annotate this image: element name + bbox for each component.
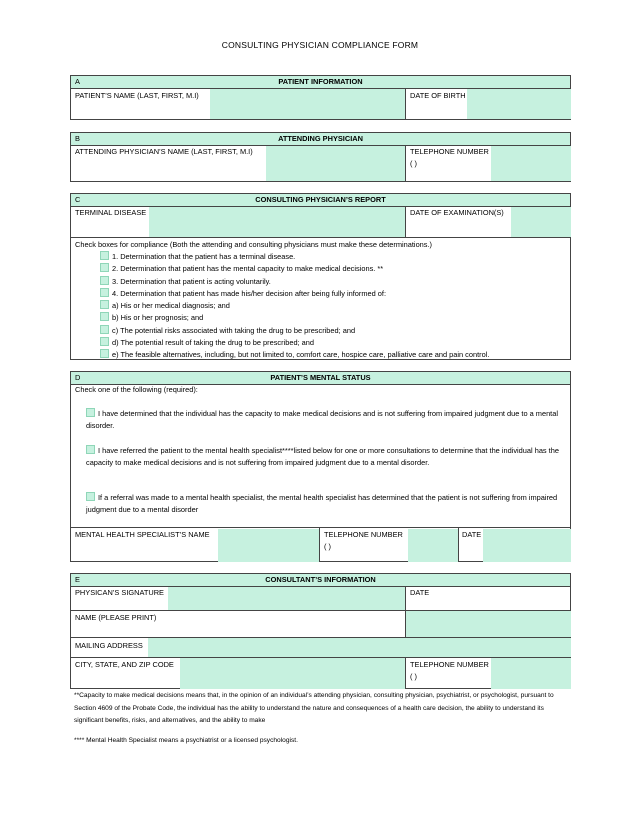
attending-phone-field[interactable] <box>491 146 571 181</box>
section-e-header <box>71 574 570 587</box>
capacity-footnote: **Capacity to make medical decisions means that, in the opinion of an individual’s attending physician, consulting physician, psychiatrist, or psychologist, pursuant to Section 4609 of the Probate Code, the individual has the ability to understand the nature and consequences of a health care decision, the ability to understand its significant benefits, risks, and alternatives, and the ability to make <box>74 692 554 724</box>
city-state-zip-field[interactable] <box>180 658 405 689</box>
section-letter: C <box>75 195 81 204</box>
specialist-phone-field[interactable] <box>408 529 458 562</box>
section-b-attending-physician <box>70 132 571 182</box>
patient-name-field[interactable] <box>210 89 405 119</box>
mental-status-option <box>86 492 566 516</box>
section-b-header <box>71 133 570 146</box>
checkbox[interactable] <box>100 312 109 321</box>
date-of-birth-label: DATE OF BIRTH <box>410 91 466 100</box>
divider <box>71 237 570 238</box>
checklist-item <box>100 288 570 300</box>
section-d-mental-status <box>70 371 571 562</box>
checklist-item <box>100 349 570 361</box>
mental-status-instructions: Check one of the following (required): <box>75 385 198 394</box>
compliance-instructions: Check boxes for compliance (Both the attending and consulting physicians must make these determinations.) <box>75 240 432 249</box>
mailing-address-field[interactable] <box>148 638 571 657</box>
section-a-patient-information <box>70 75 571 120</box>
checklist-item <box>100 337 570 349</box>
section-e-consultant-information <box>70 573 571 689</box>
checklist-item-label: 3. Determination that patient is acting voluntarily. <box>112 276 271 286</box>
consultant-phone-field[interactable] <box>491 658 571 689</box>
checkbox[interactable] <box>86 408 95 417</box>
mental-status-option <box>86 445 566 469</box>
checkbox[interactable] <box>86 492 95 501</box>
section-title: PATIENT’S MENTAL STATUS <box>270 373 371 382</box>
consultant-date-label: DATE <box>410 588 430 597</box>
patient-name-label: PATIENT’S NAME (LAST, FIRST, M.I) <box>75 91 199 100</box>
print-name-field[interactable] <box>406 611 571 637</box>
divider <box>405 206 406 238</box>
section-letter: A <box>75 77 80 86</box>
section-letter: B <box>75 134 80 143</box>
checkbox[interactable] <box>100 263 109 272</box>
checklist-item <box>100 263 570 275</box>
divider <box>405 657 406 689</box>
attending-name-label: ATTENDING PHYSICIAN’S NAME (LAST, FIRST, M.I) <box>75 147 253 156</box>
checkbox[interactable] <box>100 337 109 346</box>
option-label: I have referred the patient to the mental health specialist****listed below for one or more consultations to determine that the individual has the capacity to make medical decisions and is not suffering from impaired judgment due to a mental disorder. <box>86 446 559 467</box>
checklist-item <box>100 312 570 324</box>
checklist-item-label: 2. Determination that patient has the mental capacity to make medical decisions. ** <box>112 264 384 274</box>
section-letter: D <box>75 373 81 382</box>
checklist-item <box>100 325 570 337</box>
specialist-phone-format: ( ) <box>324 542 331 551</box>
exam-date-label: DATE OF EXAMINATION(S) <box>410 208 504 217</box>
terminal-disease-label: TERMINAL DISEASE <box>75 208 147 217</box>
checklist-item <box>100 251 570 263</box>
compliance-checklist <box>100 251 570 362</box>
mailing-address-label: MAILING ADDRESS <box>75 641 143 650</box>
specialist-date-field[interactable] <box>483 529 571 562</box>
specialist-date-label: DATE <box>462 530 482 539</box>
checklist-item-label: e) The feasible alternatives, including, but not limited to, comfort care, hospice care, palliative care and pain control. <box>112 350 490 360</box>
date-of-birth-field[interactable] <box>467 89 571 119</box>
divider <box>319 527 320 562</box>
checkbox[interactable] <box>100 276 109 285</box>
divider <box>405 88 406 120</box>
checklist-item-label: 1. Determination that the patient has a terminal disease. <box>112 252 296 261</box>
consultant-phone-label: TELEPHONE NUMBER <box>410 660 489 669</box>
section-letter: E <box>75 575 80 584</box>
section-title: CONSULTING PHYSICIAN’S REPORT <box>255 195 386 204</box>
section-title: PATIENT INFORMATION <box>278 77 363 86</box>
mental-status-option <box>86 408 566 432</box>
print-name-label: NAME (PLEASE PRINT) <box>75 613 157 622</box>
section-c-header <box>71 194 570 207</box>
checklist-item <box>100 300 570 312</box>
city-state-zip-label: CITY, STATE, AND ZIP CODE <box>75 660 174 669</box>
attending-phone-label: TELEPHONE NUMBER <box>410 147 489 156</box>
signature-field[interactable] <box>168 587 405 610</box>
consultant-phone-format: ( ) <box>410 672 417 681</box>
checkbox[interactable] <box>100 251 109 260</box>
signature-label: PHYSICAN’S SIGNATURE <box>75 588 164 597</box>
section-a-header <box>71 76 570 89</box>
option-label: If a referral was made to a mental health specialist, the mental health specialist has determined that the patient is not suffering from impaired judgment due to a mental disorder <box>86 493 558 514</box>
divider <box>71 527 570 528</box>
section-title: ATTENDING PHYSICIAN <box>278 134 363 143</box>
checklist-item-label: b) His or her prognosis; and <box>112 313 204 323</box>
checklist-item <box>100 276 570 288</box>
specialist-phone-label: TELEPHONE NUMBER <box>324 530 403 539</box>
checklist-item-label: d) The potential result of taking the drug to be prescribed; and <box>112 338 315 348</box>
divider <box>405 145 406 182</box>
checkbox[interactable] <box>86 445 95 454</box>
option-label: I have determined that the individual has the capacity to make medical decisions and is not suffering from impaired judgment due to a mental disorder. <box>86 409 558 430</box>
attending-phone-format: ( ) <box>410 159 417 168</box>
exam-date-field[interactable] <box>511 207 571 237</box>
specialist-footnote: **** Mental Health Specialist means a psychiatrist or a licensed psychologist. <box>74 737 298 744</box>
section-c-consulting-report <box>70 193 571 360</box>
checklist-item-label: c) The potential risks associated with taking the drug to be prescribed; and <box>112 325 356 335</box>
section-title: CONSULTANT’S INFORMATION <box>265 575 376 584</box>
divider <box>458 527 459 562</box>
checkbox[interactable] <box>100 349 109 358</box>
checklist-item-label: 4. Determination that patient has made his/her decision after being fully informed of: <box>112 288 387 298</box>
specialist-name-label: MENTAL HEALTH SPECIALIST’S NAME <box>75 530 210 539</box>
specialist-name-field[interactable] <box>218 529 319 562</box>
checkbox[interactable] <box>100 325 109 334</box>
checkbox[interactable] <box>100 288 109 297</box>
terminal-disease-field[interactable] <box>149 207 405 237</box>
checkbox[interactable] <box>100 300 109 309</box>
attending-name-field[interactable] <box>266 146 405 181</box>
checklist-item-label: a) His or her medical diagnosis; and <box>112 301 230 311</box>
form-title: CONSULTING PHYSICIAN COMPLIANCE FORM <box>221 40 419 50</box>
